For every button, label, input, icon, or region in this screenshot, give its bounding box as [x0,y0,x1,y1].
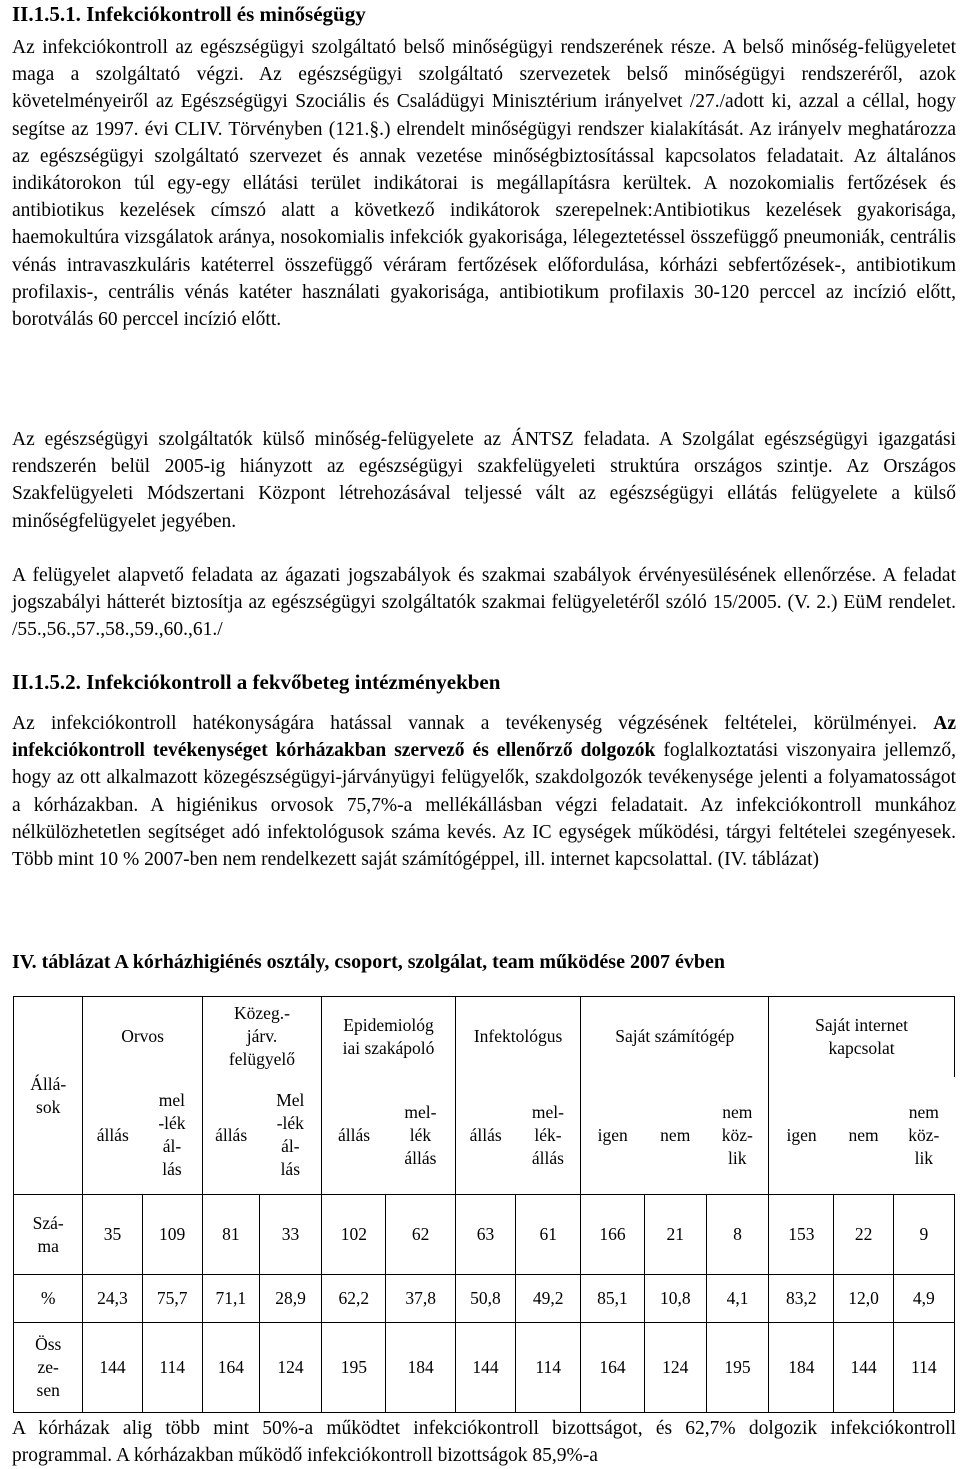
section-heading-1: II.1.5.1. Infekciókontroll és minőségügy [12,2,366,26]
table-subheader-cell: nem köz- lik [893,1077,954,1195]
table-cell: 21 [644,1195,706,1275]
staffing-table [13,996,955,1413]
table-cell: 8 [706,1195,768,1275]
table-cell: 71,1 [202,1275,259,1323]
table-subheader-cell: mel- lék- állás [516,1077,581,1195]
table-subheader-cell: állás [202,1077,259,1195]
table-caption: IV. táblázat A kórházhigiénés osztály, csoport, szolgálat, team működése 2007 évben [12,951,725,973]
table-row-label: % [14,1275,83,1323]
table-group-header: Infektológus [455,997,581,1077]
table-cell: 9 [893,1195,954,1275]
table-subheader-cell: mel- lék állás [386,1077,455,1195]
table-cell: 109 [142,1195,202,1275]
table-cell: 85,1 [581,1275,644,1323]
table-row-label: Szá- ma [14,1195,83,1275]
paragraph-text-part: Az infekciókontroll hatékonyságára hatással vannak a tevékenység végzésének feltételei, körülményei. [12,713,934,734]
table-cell: 62,2 [322,1275,386,1323]
table-cell: 62 [386,1195,455,1275]
table-cell: 49,2 [516,1275,581,1323]
table-cell: 75,7 [142,1275,202,1323]
table-cell: 114 [893,1323,954,1413]
table-cell: 102 [322,1195,386,1275]
table-cell: 124 [259,1323,321,1413]
table-cell: 184 [769,1323,834,1413]
table-cell: 195 [322,1323,386,1413]
table-cell: 166 [581,1195,644,1275]
table-subheader-cell: nem [644,1077,706,1195]
table-subheader-cell: állás [455,1077,515,1195]
table-subheader-cell: mel -lék ál- lás [142,1077,202,1195]
table-cell: 81 [202,1195,259,1275]
table-subheader-cell: nem köz- lik [706,1077,768,1195]
table-cell: 37,8 [386,1275,455,1323]
section-heading-2: II.1.5.2. Infekciókontroll a fekvőbeteg intézményekben [12,670,501,694]
table-cell: 144 [83,1323,142,1413]
table-group-header: Epidemiológ iai szakápoló [322,997,456,1077]
table-subheader-cell: állás [322,1077,386,1195]
table-subheader-cell: nem [834,1077,893,1195]
table-cell: 50,8 [455,1275,515,1323]
table-cell: 184 [386,1323,455,1413]
table-cell: 83,2 [769,1275,834,1323]
paragraph-quality-control: Az infekciókontroll az egészségügyi szolgáltató belső minőségügyi rendszerének része. A belső minőség-felügyeletet maga a szolgáltató végzi. Az egészségügyi szolgáltató szervezetek belső minőségügyi rendszeréről, azok követelményeiről az Egészségügyi Szociális és Családügyi Minisztérium irányelvet /27./adott ki, azzal a céllal, hogy segítse az 1997. évi CLIV. Törvényben (121.§.) elrendelt minőségügyi rendszer kialakítását. Az irányelv meghatározza az egészségügyi szolgáltató szervezet és annak vezetése minőségbiztosítással kapcsolatos feladatait. Az általános indikátorokon túl egy-egy ellátási terület indikátorai is megállapításra kerültek. A nozokomialis fertőzések és antibiotikus kezelések címszó alatt a következő indikátorok szerepelnek:Antibiotikus kezelések gyakorisága, haemokultúra vizsgálatok aránya, nosokomialis infekciók gyakorisága, lélegeztetéssel összefüggő pneumoniák, centrális vénás intravaszkuláris katéterrel összefüggő véráram fertőzések előfordulása, kórházi sebfertőzések-, antibiotikum profilaxis-, centrális vénás katéter használati gyakorisága, antibiotikum profilaxis 30-120 perccel az incízió előtt, borotválás 60 perccel incízió előtt. [12,37,956,331]
table-group-header: Saját internet kapcsolat [769,997,955,1077]
table-subheader-cell: igen [581,1077,644,1195]
table-group-header: Saját számítógép [581,997,769,1077]
table-subheader-cell: igen [769,1077,834,1195]
table-row [14,1323,955,1413]
table-cell: 35 [83,1195,142,1275]
paragraph-text-part: foglalkoztatási viszonyaira jellemző, hogy az ott alkalmazott közegészségügyi-járványügyi felügyelők, szakdolgozók tevékenysége jelenti a folyamatosságot a kórházakban. A higiénikus orvosok 75,7%-a mellékállásban végzi feladatait. Az infekciókontroll munkához nélkülözhetetlen segítséget adó infektológusok száma kevés. Az IC egységek működési, tárgyi feltételei szegényesek. Több mint 10 % 2007-ben nem rendelkezett saját számítógéppel, ill. internet kapcsolattal. (IV. táblázat) [12,740,956,871]
table-cell: 63 [455,1195,515,1275]
paragraph-bold-phrase: Az infekciókontroll tevékenységet kórházakban szervező és ellenőrző dolgozók [12,713,956,762]
table-cell: 28,9 [259,1275,321,1323]
table-cell: 164 [581,1323,644,1413]
table-cell: 124 [644,1323,706,1413]
paragraph-external-supervision: Az egészségügyi szolgáltatók külső minőség-felügyelete az ÁNTSZ feladata. A Szolgálat egészségügyi igazgatási rendszerén belül 2005-ig hiányzott az egészségügyi szakfelügyeleti struktúra országos szintje. Az Országos Szakfelügyeleti Módszertani Központ létrehozásával teljessé vált az egészségügyi ellátás felügyelete a külső minőségfelügyelet jegyében. [12,429,956,532]
table-cell: 4,9 [893,1275,954,1323]
table-cell: 164 [202,1323,259,1413]
table-cell: 144 [455,1323,515,1413]
table-cell: 22 [834,1195,893,1275]
table-header-row-groups [14,997,955,1077]
table-row [14,1275,955,1323]
table-cell: 10,8 [644,1275,706,1323]
paragraph-infection-control-hospitals [12,710,956,873]
table-subheader-cell: Mel -lék ál- lás [259,1077,321,1195]
table-cell: 114 [142,1323,202,1413]
table-cell: 4,1 [706,1275,768,1323]
table-cell: 33 [259,1195,321,1275]
table-cell: 24,3 [83,1275,142,1323]
paragraph-supervision-task: A felügyelet alapvető feladata az ágazati jogszabályok és szakmai szabályok érvényesülésének ellenőrzése. A feladat jogszabályi hátterét biztosítja az egészségügyi szolgáltatók szakmai felügyeletéről szóló 15/2005. (V. 2.) EüM rendelet. /55.,56.,57.,58.,59.,60.,61./ [12,565,956,641]
table-cell: 144 [834,1323,893,1413]
table-cell: 12,0 [834,1275,893,1323]
table-corner-cell: Állá- sok [14,997,83,1195]
table-cell: 114 [516,1323,581,1413]
table-cell: 61 [516,1195,581,1275]
table-cell: 153 [769,1195,834,1275]
table-header-row-sub [14,1077,955,1195]
table-group-header: Orvos [83,997,202,1077]
table-subheader-cell: állás [83,1077,142,1195]
table-group-header: Közeg.- járv. felügyelő [202,997,321,1077]
paragraph-continuation: A kórházak alig több mint 50%-a működtet infekciókontroll bizottságot, és 62,7% dolgozik infekciókontroll programmal. A kórházakban működő infekciókontroll bizottságok 85,9%-a [12,1418,956,1467]
table-row [14,1195,955,1275]
table-row-label: Öss ze- sen [14,1323,83,1413]
table-cell: 195 [706,1323,768,1413]
